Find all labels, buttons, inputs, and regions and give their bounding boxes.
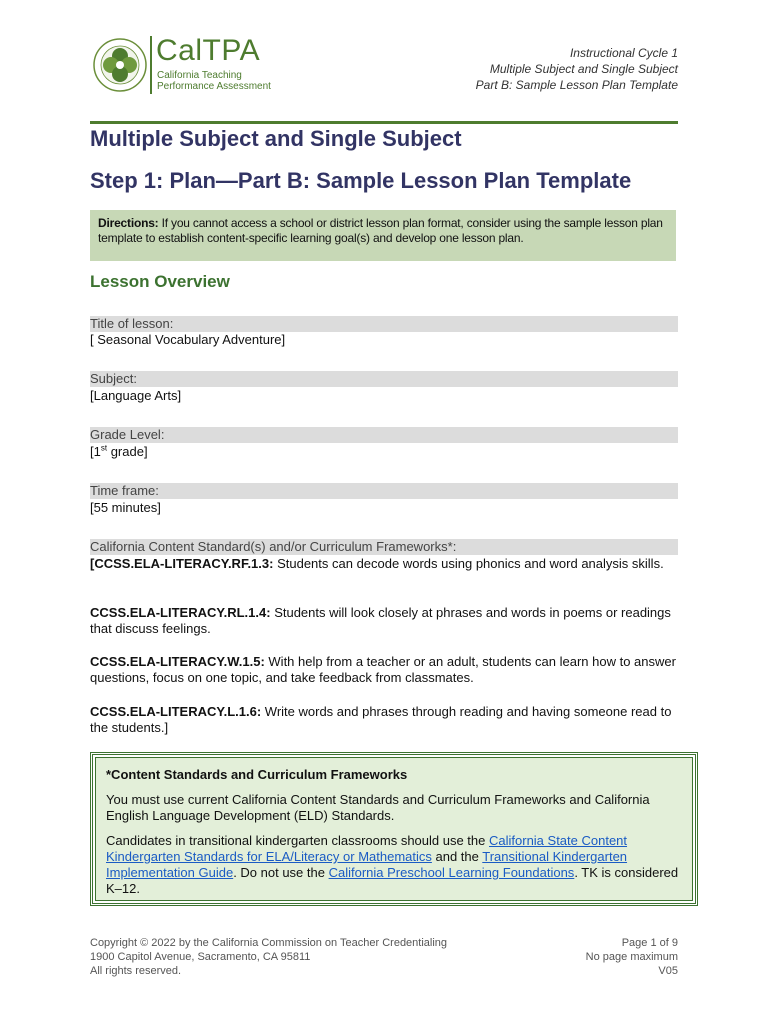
standard-item [90, 556, 678, 572]
footer-page-maximum: No page maximum [585, 951, 678, 963]
footer-rights-line: All rights reserved. [90, 965, 182, 977]
grade-prefix: [1 [90, 444, 101, 459]
lesson-overview-heading: Lesson Overview [90, 272, 230, 291]
standard-code: [CCSS.ELA-LITERACY.RF.1.3: [90, 556, 274, 571]
page-title: Multiple Subject and Single Subject [90, 126, 462, 151]
callout-paragraph-2 [106, 833, 682, 897]
title-of-lesson-label: Title of lesson: [90, 316, 678, 332]
footer-page-info [586, 936, 678, 978]
logo-name: CalTPA [156, 34, 261, 67]
callout-text: and the [431, 849, 483, 864]
callout-text: . TK is considered K–12. [106, 865, 679, 896]
header-rule [90, 121, 678, 124]
directions-label: Directions: [98, 216, 159, 230]
grade-ordinal: st [100, 443, 108, 453]
header-line3: Part B: Sample Lesson Plan Template [475, 78, 678, 92]
ca-kindergarten-standards-link[interactable]: California State Content Kindergarten Standards for ELA/Literacy or Mathematics [106, 833, 628, 864]
time-frame-label: Time frame: [90, 483, 678, 499]
standard-text: With help from a teacher or an adult, students can learn how to answer questions, focus on one topic, and take feedback from classmates. [90, 654, 676, 685]
preschool-foundations-link[interactable]: California Preschool Learning Foundations [328, 865, 575, 880]
document-header [90, 34, 678, 100]
grade-level-value [90, 444, 148, 460]
logo-subtitle-line1: California Teaching [157, 70, 242, 81]
caltpa-logo [90, 34, 272, 98]
logo-divider [150, 36, 152, 94]
caltpa-seal-icon [92, 36, 148, 94]
standards-label: California Content Standard(s) and/or Curriculum Frameworks*: [90, 539, 678, 555]
standard-item [90, 654, 678, 686]
footer-page-number: Page 1 of 9 [621, 937, 678, 949]
standard-code: CCSS.ELA-LITERACY.W.1.5: [90, 654, 265, 669]
page-subtitle: Step 1: Plan—Part B: Sample Lesson Plan Template [90, 168, 632, 193]
footer-copyright [90, 936, 447, 978]
header-line1: Instructional Cycle 1 [569, 46, 678, 60]
title-of-lesson-value: [ Seasonal Vocabulary Adventure] [90, 332, 286, 347]
grade-suffix: grade] [107, 444, 148, 459]
footer-copyright-line: Copyright © 2022 by the California Commission on Teacher Credentialing [90, 937, 448, 949]
standard-text: Write words and phrases through reading and having someone read to the students.] [90, 704, 672, 735]
callout-body [95, 757, 693, 901]
header-line2: Multiple Subject and Single Subject [489, 62, 678, 76]
header-cycle-info [476, 45, 678, 93]
footer-address-line: 1900 Capitol Avenue, Sacramento, CA 95811 [90, 951, 311, 963]
callout-paragraph-1: You must use current California Content Standards and Curriculum Frameworks and California English Language Development (ELD) Standards. [106, 792, 650, 823]
callout-text: Candidates in transitional kindergarten classrooms should use the [106, 833, 489, 848]
directions-text: If you cannot access a school or district lesson plan format, consider using the sample lesson plan template to establish content-specific learning goal(s) and develop one lesson plan. [98, 216, 663, 245]
grade-level-label: Grade Level: [90, 427, 678, 443]
callout-title: *Content Standards and Curriculum Frameworks [106, 767, 408, 782]
standard-code: CCSS.ELA-LITERACY.RL.1.4: [90, 605, 271, 620]
subject-label: Subject: [90, 371, 678, 387]
logo-subtitle-line2: Performance Assessment [157, 81, 271, 92]
content-standards-callout [90, 752, 698, 906]
standard-text: Students can decode words using phonics and word analysis skills. [273, 556, 664, 571]
callout-text: . Do not use the [233, 865, 329, 880]
standard-item [90, 605, 678, 637]
standard-code: CCSS.ELA-LITERACY.L.1.6: [90, 704, 262, 719]
standard-text: Students will look closely at phrases and words in poems or readings that discuss feelings. [90, 605, 671, 636]
subject-value: [Language Arts] [90, 388, 182, 403]
directions-box [90, 210, 676, 261]
time-frame-value: [55 minutes] [90, 500, 161, 515]
footer-version: V05 [658, 965, 678, 977]
standard-item [90, 704, 678, 736]
tk-implementation-guide-link[interactable]: Transitional Kindergarten Implementation Guide [106, 849, 628, 880]
logo-subtitle [157, 70, 271, 92]
